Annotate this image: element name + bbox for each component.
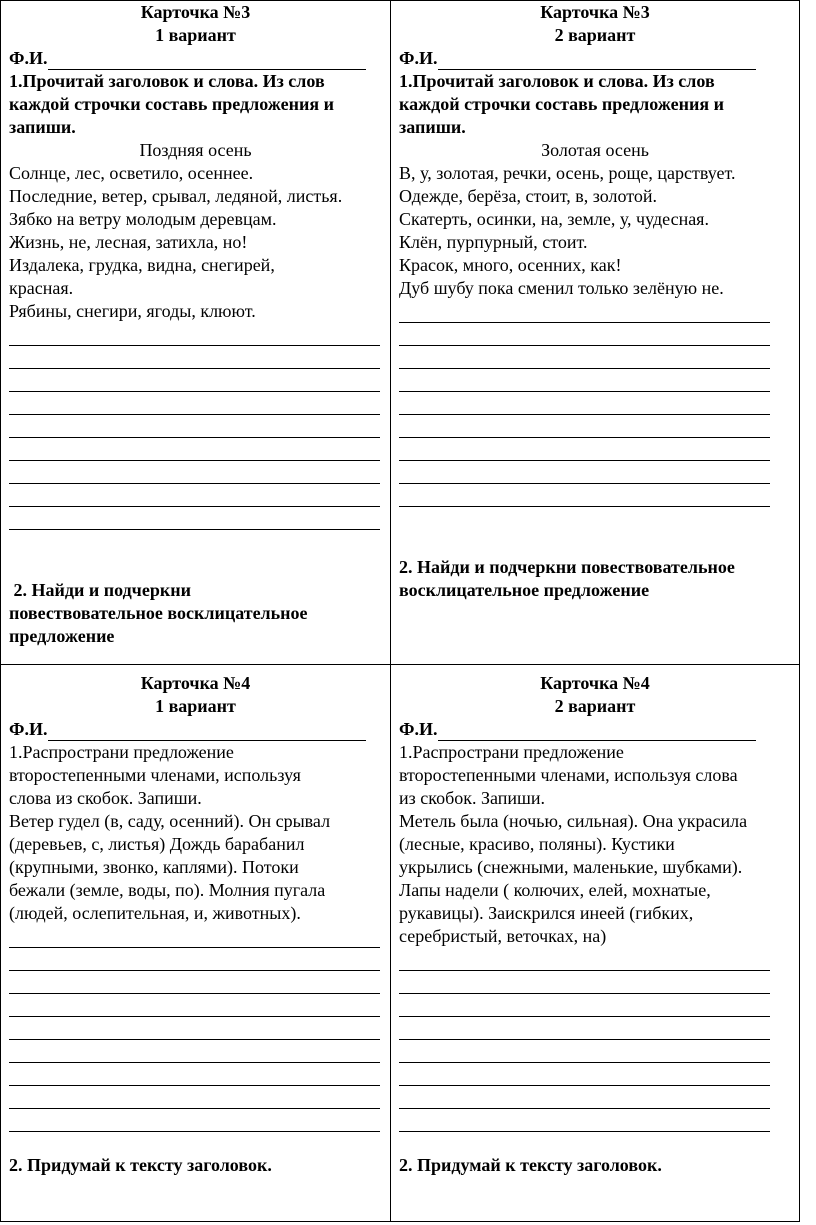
- text-heading: Поздняя осень: [139, 140, 252, 160]
- answer-line[interactable]: [9, 369, 380, 392]
- text-line: Издалека, грудка, видна, снегирей,: [9, 255, 275, 275]
- task1-line: каждой строчки составь предложения и: [9, 94, 334, 114]
- text-line: Жизнь, не, лесная, затихла, но!: [9, 232, 248, 252]
- answer-line[interactable]: [9, 925, 380, 948]
- task1-line: 1.Прочитай заголовок и слова. Из слов: [399, 71, 715, 91]
- text-line: укрылись (снежными, маленькие, шубками).: [399, 857, 743, 877]
- text-line: слова из скобок. Запиши.: [9, 788, 202, 808]
- name-underline[interactable]: [48, 51, 366, 70]
- task2-line: 2. Найди и подчеркни повествовательное: [399, 557, 735, 577]
- answer-line[interactable]: [9, 323, 380, 346]
- text-line: В, у, золотая, речки, осень, роще, царствует.: [399, 163, 736, 183]
- answer-lines: [9, 323, 380, 530]
- text-line: Рябины, снегири, ягоды, клюют.: [9, 301, 256, 321]
- answer-line[interactable]: [399, 438, 770, 461]
- name-label: Ф.И.: [9, 719, 48, 739]
- card-title: Карточка №4: [140, 673, 251, 693]
- text-line: бежали (земле, воды, по). Молния пугала: [9, 880, 326, 900]
- text-line: Ветер гудел (в, саду, осенний). Он срывал: [9, 811, 331, 831]
- answer-line[interactable]: [399, 369, 770, 392]
- answer-line[interactable]: [9, 994, 380, 1017]
- text-line: Дуб шубу пока сменил только зелёную не.: [399, 278, 724, 298]
- answer-line[interactable]: [9, 1086, 380, 1109]
- answer-line[interactable]: [399, 1086, 770, 1109]
- task2-line: 2. Найди и подчеркни: [9, 580, 191, 600]
- name-underline[interactable]: [48, 722, 366, 741]
- name-label: Ф.И.: [399, 48, 438, 68]
- answer-line[interactable]: [9, 438, 380, 461]
- answer-line[interactable]: [9, 346, 380, 369]
- task2-line: предложение: [9, 626, 115, 646]
- text-line: (деревьев, с, листья) Дождь барабанил: [9, 834, 305, 854]
- text-line: красная.: [9, 278, 74, 298]
- text-line: Метель была (ночью, сильная). Она украсила: [399, 811, 748, 831]
- text-line: второстепенными членами, используя слова: [399, 765, 738, 785]
- text-heading: Золотая осень: [541, 140, 649, 160]
- text-line: Зябко на ветру молодым деревцам.: [9, 209, 277, 229]
- name-underline[interactable]: [438, 51, 756, 70]
- name-label: Ф.И.: [9, 48, 48, 68]
- answer-line[interactable]: [399, 1040, 770, 1063]
- answer-line[interactable]: [399, 300, 770, 323]
- text-line: Лапы надели ( колючих, елей, мохнатые,: [399, 880, 711, 900]
- task2-line: повествовательное восклицательное: [9, 603, 308, 623]
- card-title: Карточка №3: [540, 2, 650, 22]
- task1-line: каждой строчки составь предложения и: [399, 94, 724, 114]
- answer-line[interactable]: [9, 971, 380, 994]
- text-line: (крупными, звонко, каплями). Потоки: [9, 857, 299, 877]
- task2-line: 2. Придумай к тексту заголовок.: [399, 1155, 662, 1175]
- text-line: Скатерть, осинки, на, земле, у, чудесная.: [399, 209, 709, 229]
- text-line: рукавицы). Заискрился инеей (гибких,: [399, 903, 694, 923]
- task2: [9, 1154, 272, 1177]
- text-line: 1.Распространи предложение: [399, 742, 624, 762]
- answer-line[interactable]: [399, 346, 770, 369]
- text-line: Красок, много, осенних, как!: [399, 255, 622, 275]
- card-4-variant-2: [391, 665, 799, 1221]
- answer-line[interactable]: [9, 507, 380, 530]
- answer-lines: [399, 300, 770, 507]
- text-line: 1.Распространи предложение: [9, 742, 234, 762]
- answer-line[interactable]: [9, 1063, 380, 1086]
- answer-line[interactable]: [9, 1040, 380, 1063]
- task2-line: восклицательное предложение: [399, 580, 650, 600]
- card-title: Карточка №4: [540, 673, 650, 693]
- task2: [399, 1154, 662, 1177]
- answer-lines: [9, 925, 380, 1132]
- answer-line[interactable]: [399, 1063, 770, 1086]
- text-line: (лесные, красиво, поляны). Кустики: [399, 834, 675, 854]
- answer-line[interactable]: [399, 948, 770, 971]
- name-field[interactable]: [399, 47, 791, 70]
- name-underline[interactable]: [438, 722, 756, 741]
- text-line: второстепенными членами, используя: [9, 765, 301, 785]
- text-line: (людей, ослепительная, и, животных).: [9, 903, 301, 923]
- card-4-variant-1: [1, 665, 390, 1221]
- answer-line[interactable]: [399, 484, 770, 507]
- card-title: Карточка №3: [140, 2, 251, 22]
- text-line: Последние, ветер, срывал, ледяной, листья.: [9, 186, 343, 206]
- card-variant: 1 вариант: [155, 25, 236, 45]
- task1-line: 1.Прочитай заголовок и слова. Из слов: [9, 71, 325, 91]
- answer-line[interactable]: [9, 1017, 380, 1040]
- answer-line[interactable]: [399, 1017, 770, 1040]
- card-variant: 1 вариант: [155, 696, 236, 716]
- answer-line[interactable]: [399, 971, 770, 994]
- card-variant: 2 вариант: [554, 696, 636, 716]
- answer-line[interactable]: [9, 948, 380, 971]
- task1-line: запиши.: [9, 117, 76, 137]
- answer-line[interactable]: [9, 1109, 380, 1132]
- answer-line[interactable]: [9, 484, 380, 507]
- answer-line[interactable]: [399, 994, 770, 1017]
- answer-line[interactable]: [399, 1109, 770, 1132]
- task2-line: 2. Придумай к тексту заголовок.: [9, 1155, 272, 1175]
- card-variant: 2 вариант: [554, 25, 636, 45]
- answer-line[interactable]: [9, 461, 380, 484]
- answer-line[interactable]: [399, 392, 770, 415]
- task1-line: запиши.: [399, 117, 466, 137]
- answer-line[interactable]: [9, 392, 380, 415]
- card-3-variant-2: [391, 1, 799, 664]
- answer-line[interactable]: [9, 415, 380, 438]
- name-field[interactable]: [9, 718, 382, 741]
- text-line: Солнце, лес, осветило, осеннее.: [9, 163, 254, 183]
- card-3-variant-1: [1, 1, 390, 664]
- text-line: Клён, пурпурный, стоит.: [399, 232, 588, 252]
- task2: [9, 579, 308, 648]
- text-line: серебристый, веточках, на): [399, 926, 607, 946]
- task2: [399, 556, 735, 602]
- name-field[interactable]: [9, 47, 382, 70]
- name-field[interactable]: [399, 718, 791, 741]
- answer-lines: [399, 948, 770, 1132]
- text-line: Одежде, берёза, стоит, в, золотой.: [399, 186, 658, 206]
- answer-line[interactable]: [399, 323, 770, 346]
- text-line: из скобок. Запиши.: [399, 788, 545, 808]
- name-label: Ф.И.: [399, 719, 438, 739]
- answer-line[interactable]: [399, 415, 770, 438]
- answer-line[interactable]: [399, 461, 770, 484]
